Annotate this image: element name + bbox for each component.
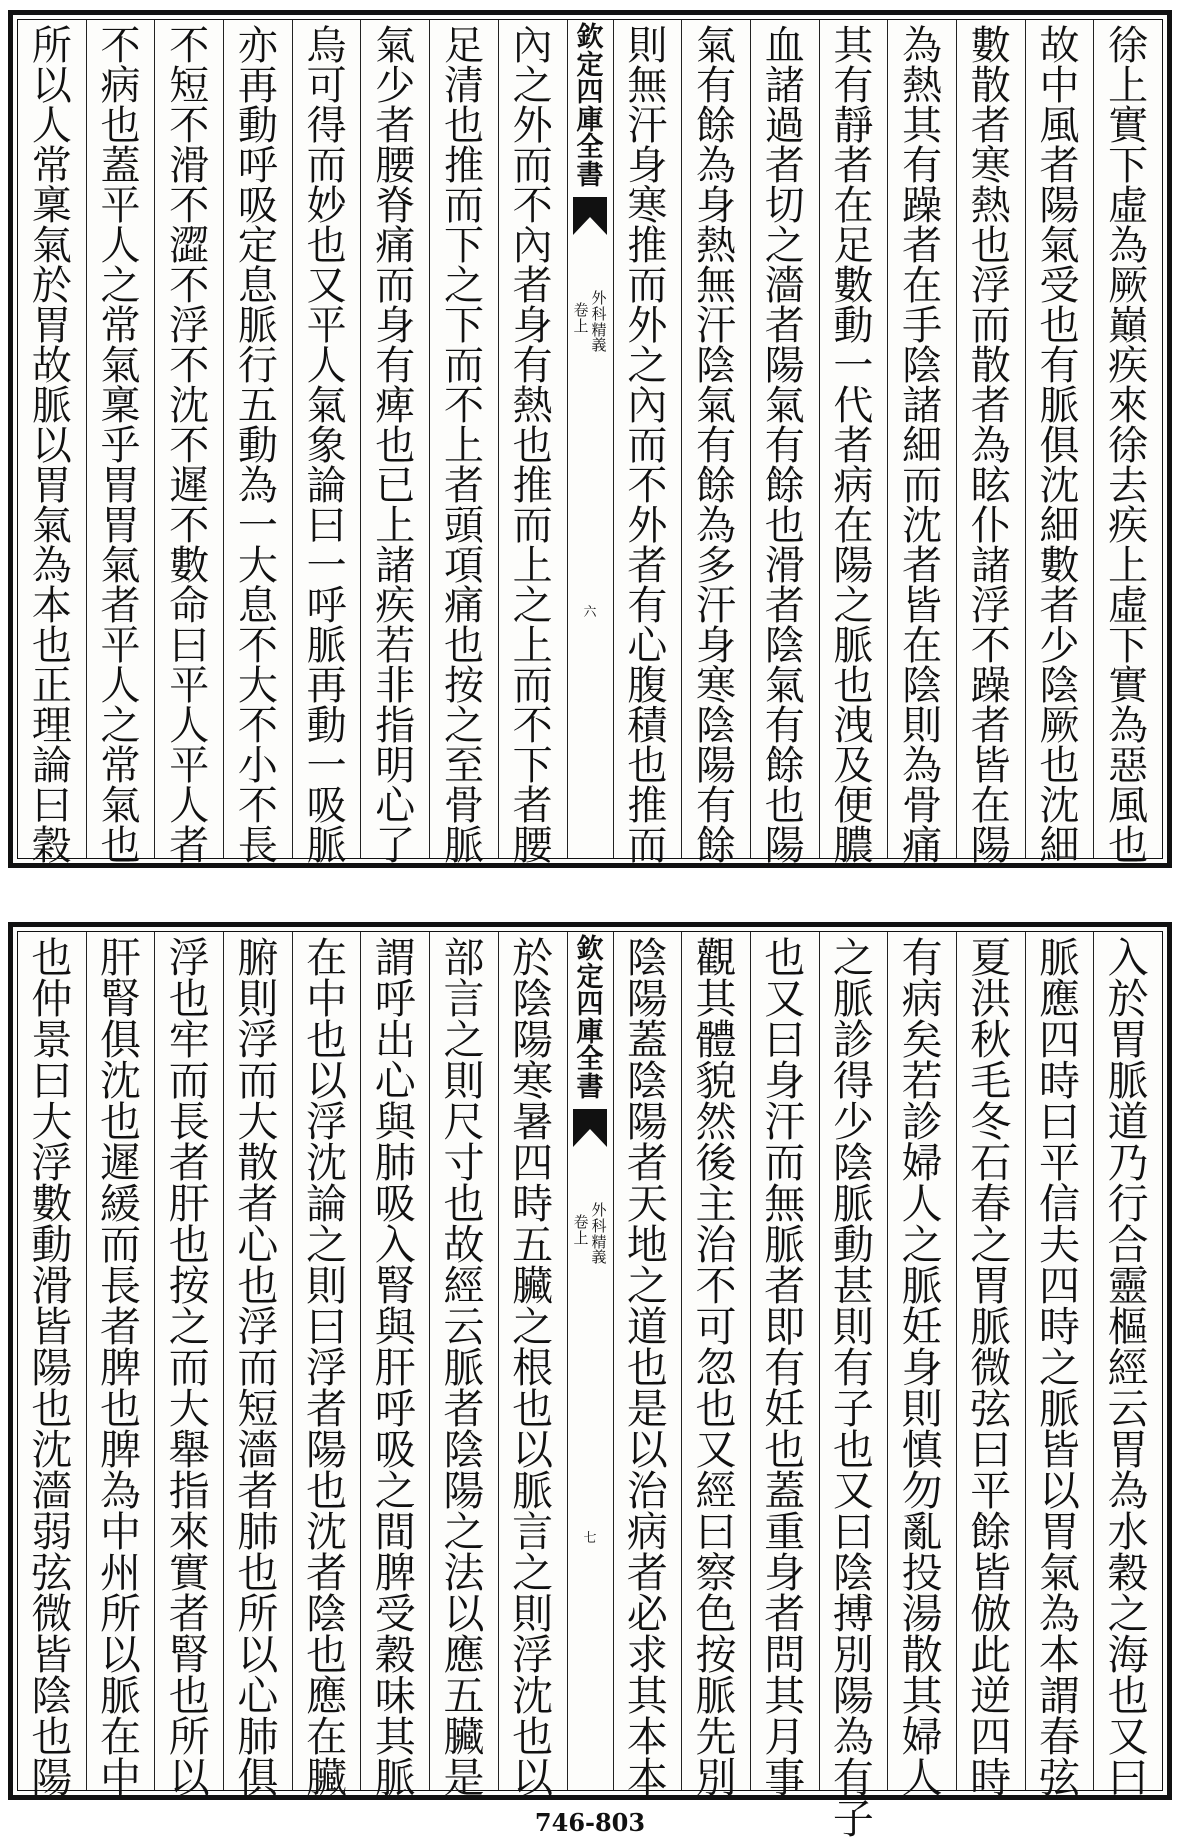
folio-number: 六: [583, 605, 597, 620]
volume-label: 卷 上: [573, 301, 589, 335]
text-column: 不 短 不 滑 不 澀 不 浮 不 沈 不 遲 不 數 命 曰 平 人 平 人 者: [154, 20, 223, 858]
text-column: 其 有 靜 者 在 足 數 動 一 代 者 病 在 陽 之 脈 也 洩 及 便 膿: [819, 20, 888, 858]
text-column: 亦 再 動 呼 吸 定 息 脈 行 五 動 為 一 大 息 不 大 不 小 不 長: [223, 20, 292, 858]
text-column: 浮 也 牢 而 長 者 肝 也 按 之 而 大 舉 指 來 實 者 腎 也 所 以: [154, 932, 223, 1790]
text-column: 足 清 也 推 而 下 之 下 而 不 上 者 頭 項 痛 也 按 之 至 骨 脈: [429, 20, 498, 858]
text-column: 夏 洪 秋 毛 冬 石 春 之 胃 脈 微 弦 曰 平 餘 皆 倣 此 逆 四 時: [956, 932, 1025, 1790]
text-column: 於 陰 陽 寒 暑 四 時 五 臟 之 根 也 以 脈 言 之 則 浮 沈 也 以: [498, 932, 567, 1790]
collection-title: 欽 定 四 庫 全 書: [576, 22, 604, 191]
fishtail-mark-icon: [571, 195, 609, 237]
text-column: 在 中 也 以 浮 沈 論 之 則 曰 浮 者 陽 也 沈 者 陰 也 應 在 臟: [292, 932, 361, 1790]
text-column: 不 病 也 蓋 平 人 之 常 氣 稟 乎 胃 胃 氣 者 平 人 之 常 氣 也: [86, 20, 155, 858]
folio-number: 七: [583, 1531, 597, 1546]
fishtail-mark-icon: [571, 1107, 609, 1149]
text-column: 部 言 之 則 尺 寸 也 故 經 云 脈 者 陰 陽 之 法 以 應 五 臟 是: [429, 932, 498, 1790]
collection-title: 欽 定 四 庫 全 書: [576, 934, 604, 1103]
center-fold-strip: [567, 932, 613, 1790]
text-column: 也 又 曰 身 汗 而 無 脈 者 即 有 妊 也 蓋 重 身 者 問 其 月 事: [750, 932, 819, 1790]
text-column: 為 熱 其 有 躁 者 在 手 陰 諸 細 而 沈 者 皆 在 陰 則 為 骨 痛: [887, 20, 956, 858]
text-column: 之 脈 診 得 少 陰 脈 動 甚 則 有 子 也 又 曰 陰 搏 別 陽 為 有 子: [819, 932, 888, 1790]
text-column: 腑 則 浮 而 大 散 者 心 也 浮 而 短 濇 者 肺 也 所 以 心 肺 俱: [223, 932, 292, 1790]
text-column: 有 病 矣 若 診 婦 人 之 脈 妊 身 則 慎 勿 亂 投 湯 散 其 婦 人: [887, 932, 956, 1790]
book-title: 外 科 精 義: [591, 289, 607, 355]
text-column: 也 仲 景 曰 大 浮 數 動 滑 皆 陽 也 沈 濇 弱 弦 微 皆 陰 也 陽: [31, 934, 73, 1802]
text-column: 氣 有 餘 為 身 熱 無 汗 陰 氣 有 餘 為 多 汗 身 寒 陰 陽 有 餘: [681, 20, 750, 858]
text-column: 謂 呼 出 心 與 肺 吸 入 腎 與 肝 呼 吸 之 間 脾 受 穀 味 其 脈: [360, 932, 429, 1790]
volume-label: 卷 上: [573, 1213, 589, 1247]
text-column: 則 無 汗 身 寒 推 而 外 之 內 而 不 外 者 有 心 腹 積 也 推 而: [613, 20, 682, 858]
top-page-frame: [8, 10, 1172, 868]
text-column: 肝 腎 俱 沈 也 遲 緩 而 長 者 脾 也 脾 為 中 州 所 以 脈 在 中: [86, 932, 155, 1790]
text-column: 入 於 胃 脈 道 乃 行 合 靈 樞 經 云 胃 為 水 穀 之 海 也 又 曰: [1093, 932, 1162, 1790]
text-column: 氣 少 者 腰 脊 痛 而 身 有 痺 也 已 上 諸 疾 若 非 指 明 心 了: [360, 20, 429, 858]
text-column: 內 之 外 而 不 內 者 身 有 熱 也 推 而 上 之 上 而 不 下 者 腰: [498, 20, 567, 858]
text-column: 所 以 人 常 稟 氣 於 胃 故 脈 以 胃 氣 為 本 也 正 理 論 曰 穀: [31, 23, 72, 869]
text-column: 故 中 風 者 陽 氣 受 也 有 脈 俱 沈 細 數 者 少 陰 厥 也 沈 細: [1025, 20, 1094, 858]
top-page-columns: [17, 19, 1163, 869]
text-column: 脈 應 四 時 曰 平 信 夫 四 時 之 脈 皆 以 胃 氣 為 本 謂 春 弦: [1025, 932, 1094, 1790]
text-column: 烏 可 得 而 妙 也 又 平 人 氣 象 論 曰 一 呼 脈 再 動 一 吸 脈: [292, 20, 361, 858]
text-column: 數 散 者 寒 熱 也 浮 而 散 者 為 眩 仆 諸 浮 不 躁 者 皆 在 陽: [956, 20, 1025, 858]
text-column: 徐 上 實 下 虛 為 厥 巔 疾 來 徐 去 疾 上 虛 下 實 為 惡 風 也: [1093, 20, 1162, 858]
page-number: 746-803: [534, 1808, 646, 1837]
center-fold-strip: [567, 20, 613, 858]
book-and-volume-label: [573, 291, 606, 354]
book-and-volume-label: [573, 1203, 606, 1266]
text-column: 血 諸 過 者 切 之 濇 者 陽 氣 有 餘 也 滑 者 陰 氣 有 餘 也 陽: [750, 20, 819, 858]
text-column: 觀 其 體 貌 然 後 主 治 不 可 忽 也 又 經 曰 察 色 按 脈 先 別: [681, 932, 750, 1790]
book-title: 外 科 精 義: [591, 1201, 607, 1267]
text-column: 陰 陽 蓋 陰 陽 者 天 地 之 道 也 是 以 治 病 者 必 求 其 本 本: [613, 932, 682, 1790]
